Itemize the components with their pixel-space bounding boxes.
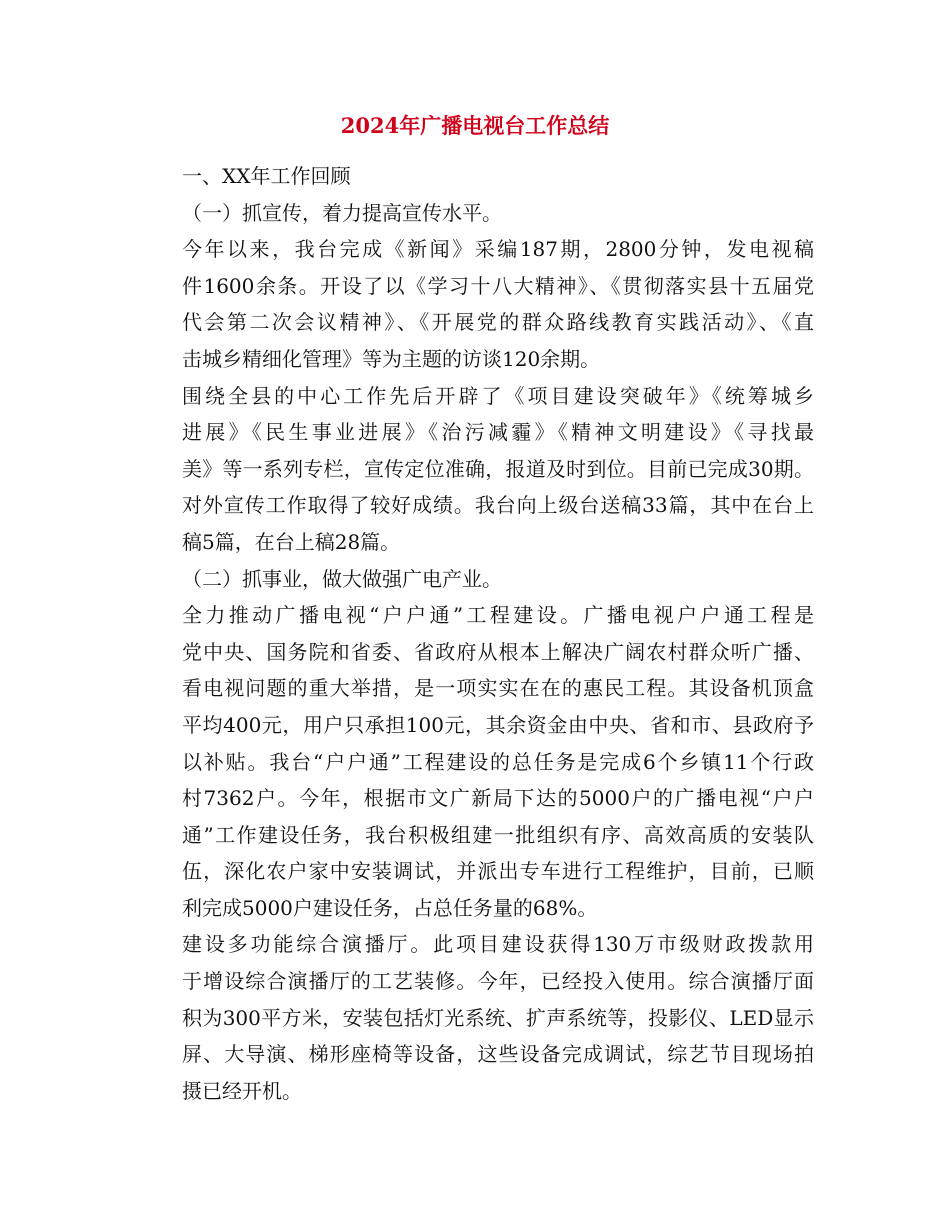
paragraph-line: 件1600余条。开设了以《学习十八大精神》、《贯彻落实县十五届党 — [182, 273, 814, 298]
paragraph-huhutong-project — [142, 597, 814, 926]
subsection-heading-industry: （二）抓事业，做大做强广电产业。 — [182, 566, 502, 591]
paragraph-news-production — [142, 231, 814, 377]
paragraph-line: 屏、大导演、梯形座椅等设备，这些设备完成调试，综艺节目现场拍 — [182, 1042, 814, 1067]
paragraph-columns — [142, 378, 814, 561]
paragraph-line: 平均400元，用户只承担100元，其余资金由中央、省和市、县政府予 — [182, 712, 814, 737]
subsection-heading-publicity: （一）抓宣传，着力提高宣传水平。 — [182, 200, 502, 225]
paragraph-line: 代会第二次会议精神》、《开展党的群众路线教育实践活动》、《直 — [182, 310, 814, 335]
paragraph-line: 村7362户。今年，根据市文广新局下达的5000户的广播电视“户户 — [182, 786, 814, 811]
paragraph-line: 党中央、国务院和省委、省政府从根本上解决广阔农村群众听广播、 — [182, 639, 814, 664]
paragraph-line: 摄已经开机。 — [182, 1078, 302, 1103]
paragraph-line: 围绕全县的中心工作先后开辟了《项目建设突破年》《统筹城乡 — [182, 383, 814, 408]
paragraph-line: 稿5篇，在台上稿28篇。 — [182, 529, 401, 554]
paragraph-line: 于增设综合演播厅的工艺装修。今年，已经投入使用。综合演播厅面 — [182, 969, 814, 994]
document-body — [142, 158, 814, 1109]
paragraph-line: 利完成5000户建设任务，占总任务量的68%。 — [182, 895, 598, 920]
paragraph-line: 通”工作建设任务，我台积极组建一批组织有序、高效高质的安装队 — [182, 822, 814, 847]
document-title: 2024年广播电视台工作总结 — [340, 113, 610, 138]
paragraph-line: 伍，深化农户家中安装调试，并派出专车进行工程维护，目前，已顺 — [182, 859, 814, 884]
section-heading: 一、XX年工作回顾 — [182, 164, 351, 188]
paragraph-studio-construction — [142, 926, 814, 1109]
paragraph-line: 击城乡精细化管理》等为主题的访谈120余期。 — [182, 346, 601, 371]
paragraph-line: 以补贴。我台“户户通”工程建设的总任务是完成6个乡镇11个行政 — [182, 749, 814, 774]
paragraph-line: 美》等一系列专栏，宣传定位准确，报道及时到位。目前已完成30期。 — [182, 456, 814, 481]
paragraph-line: 建设多功能综合演播厅。此项目建设获得130万市级财政拨款用 — [182, 932, 814, 957]
paragraph-line: 对外宣传工作取得了较好成绩。我台向上级台送稿33篇，其中在台上 — [182, 493, 814, 518]
paragraph-line: 进展》《民生事业进展》《治污减霾》《精神文明建设》《寻找最 — [182, 420, 814, 445]
paragraph-line: 全力推动广播电视“户户通”工程建设。广播电视户户通工程是 — [182, 603, 814, 628]
paragraph-line: 今年以来，我台完成《新闻》采编187期，2800分钟，发电视稿 — [182, 237, 814, 262]
paragraph-line: 看电视问题的重大举措，是一项实实在在的惠民工程。其设备机顶盒 — [182, 676, 814, 701]
paragraph-line: 积为300平方米，安装包括灯光系统、扩声系统等，投影仪、LED显示 — [182, 1005, 814, 1030]
